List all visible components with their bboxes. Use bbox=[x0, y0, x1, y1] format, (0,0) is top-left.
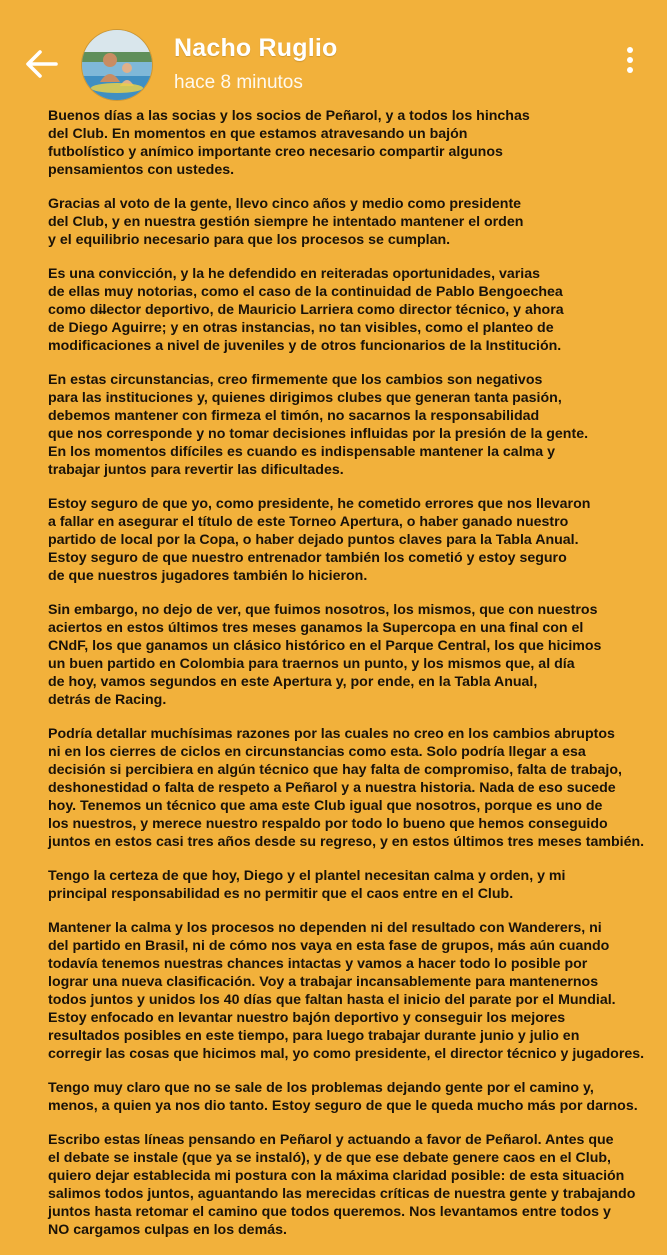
more-vertical-icon bbox=[618, 47, 642, 73]
paragraph: Sin embargo, no dejo de ver, que fuimos nosotros, los mismos, que con nuestros aciertos en estos últimos tres meses ganamos la Supercopa en una final con el CNdF, los que ganamos un clásico histórico en el Parque Central, los que hicimos un buen partido en Colombia para traernos un punto, y los mismos que, al día de hoy, vamos segundos en este Apertura y, por ende, en la Tabla Anual, detrás de Racing. bbox=[48, 602, 602, 708]
back-button[interactable] bbox=[22, 44, 62, 84]
paragraph: Podría detallar muchísimas razones por las cuales no creo en los cambios abruptos ni en los cierres de ciclos en circunstancias como esta. Solo podría llegar a esa decisión si percibiera en algún técnico que hay falta de compromiso, falta de trabajo, deshonestidad o falta de respeto a Peñarol y a nuestra historia. Nada de eso sucede hoy. Tenemos un técnico que ama este Club igual que nosotros, porque es uno de los nuestros, y merece nuestro respaldo por todo lo bueno que hemos conseguido juntos en estos casi tres años desde su regreso, y en estos últimos tres meses también. bbox=[48, 726, 645, 850]
more-options-button[interactable] bbox=[618, 44, 642, 80]
story-header bbox=[0, 0, 667, 100]
paragraph: Es una convicción, y la he defendido en reiteradas oportunidades, varias de ellas muy notorias, como el caso de la continuidad de Pablo Bengoechea como di̶lector deportivo, de Mauricio Larriera como director técnico, y ahora de Diego Aguirre; y en otras instancias, no tan visibles, como el planteo de modificaciones a nivel de juveniles y de otros funcionarios de la Institución. bbox=[48, 266, 564, 354]
paragraph: Buenos días a las socias y los socios de Peñarol, y a todos los hinchas del Club. En momentos en que estamos atravesando un bajón futbolístico y anímico importante creo necesario compartir algunos pensamientos con ustedes. bbox=[48, 108, 530, 178]
paragraph: En estas circunstancias, creo firmemente que los cambios son negativos para las instituciones y, quienes dirigimos clubes que generan tanta pasión, debemos mantener con firmeza el timón, no sacarnos la responsabilidad que nos corresponde y no tomar decisiones influidas por la presión de la gente. En los momentos difíciles es cuando es indispensable mantener la calma y trabajar juntos para revertir las dificultades. bbox=[48, 372, 589, 478]
post-text bbox=[48, 107, 648, 1255]
paragraph: Estoy seguro de que yo, como presidente, he cometido errores que nos llevaron a fallar en asegurar el título de este Torneo Apertura, o haber ganado nuestro partido de local por la Copa, o haber dejado puntos claves para la Tabla Anual. Estoy seguro de que nuestro entrenador también los cometió y estoy seguro de que nuestros jugadores también lo hicieron. bbox=[48, 496, 591, 584]
avatar[interactable] bbox=[82, 30, 152, 100]
profile-photo bbox=[82, 30, 152, 100]
paragraph: Mantener la calma y los procesos no dependen ni del resultado con Wanderers, ni del partido en Brasil, ni de cómo nos vaya en esta fase de grupos, más aún cuando todavía tenemos nuestras chances intactas y vamos a hacer todo lo posible por lograr una nueva clasificación. Voy a trabajar incansablemente para mantenernos todos juntos y unidos los 40 días que faltan hasta el inicio del parate por el Mundial. Estoy enfocado en levantar nuestro bajón deportivo y conseguir los mejores resultados posibles en este tiempo, para luego trabajar durante junio y julio en corregir las cosas que hicimos mal, yo como presidente, el director técnico y jugadores. bbox=[48, 920, 645, 1062]
paragraph: Tengo la certeza de que hoy, Diego y el plantel necesitan calma y orden, y mi principal responsabilidad es no permitir que el caos entre en el Club. bbox=[48, 868, 566, 902]
arrow-left-icon bbox=[22, 44, 62, 84]
user-name[interactable]: Nacho Ruglio bbox=[174, 34, 338, 62]
paragraph: Tengo muy claro que no se sale de los problemas dejando gente por el camino y, menos, a quien ya nos dio tanto. Estoy seguro de que le queda mucho más por darnos. bbox=[48, 1080, 638, 1114]
paragraph: Escribo estas líneas pensando en Peñarol y actuando a favor de Peñarol. Antes que el debate se instale (que ya se instaló), y de que ese debate genere caos en el Club, quiero dejar establecida mi postura con la máxima claridad posible: de esta situación salimos todos juntos, aguantando las merecidas críticas de nuestra gente y trabajando juntos hasta retomar el camino que todos queremos. Nos levantamos entre todos y NO cargamos culpas en los demás. bbox=[48, 1132, 636, 1238]
post-timestamp: hace 8 minutos bbox=[174, 72, 303, 93]
paragraph: Gracias al voto de la gente, llevo cinco años y medio como presidente del Club, y en nuestra gestión siempre he intentado mantener el orden y el equilibrio necesario para que los procesos se cumplan. bbox=[48, 196, 524, 248]
